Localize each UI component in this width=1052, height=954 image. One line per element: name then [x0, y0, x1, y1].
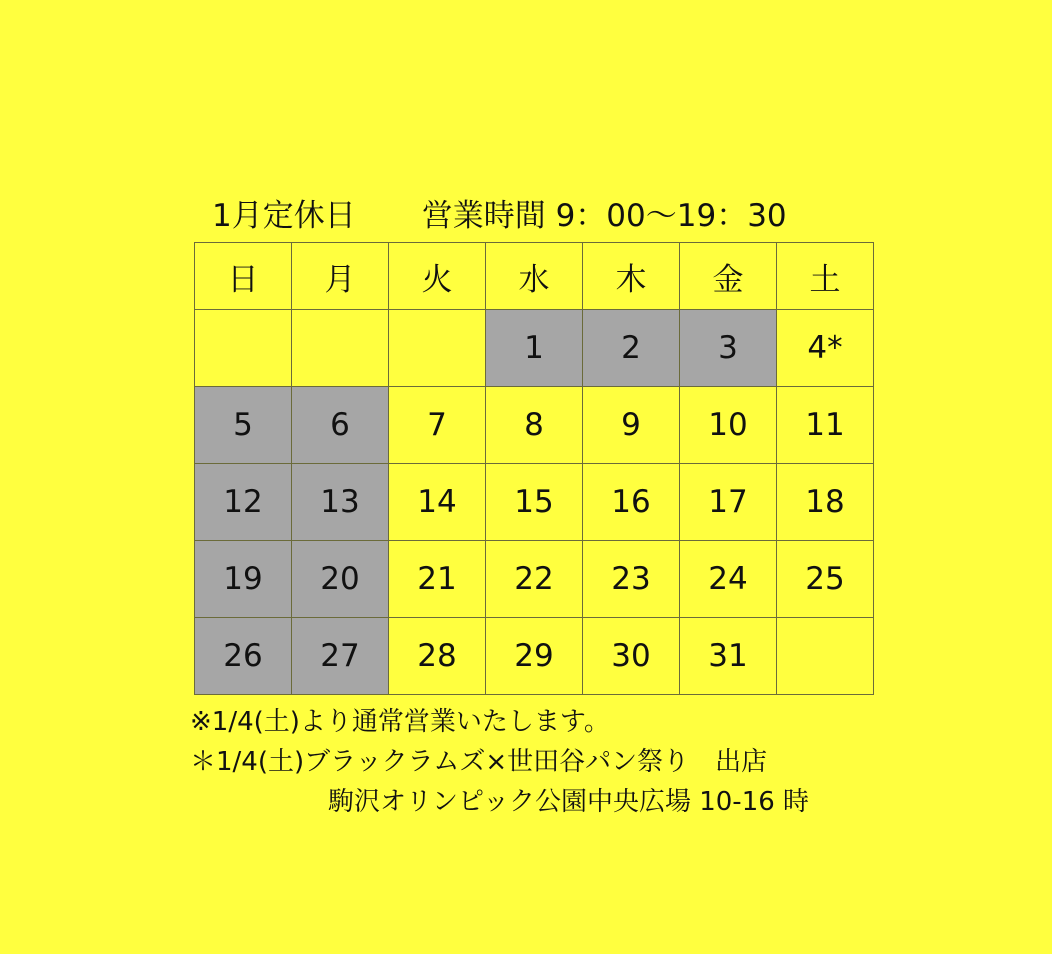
- day-cell: 28: [389, 618, 486, 695]
- weekday-header: 土: [777, 243, 874, 310]
- day-cell: 25: [777, 541, 874, 618]
- day-cell: [389, 310, 486, 387]
- calendar-week-row: [195, 387, 874, 464]
- calendar-week-row: [195, 464, 874, 541]
- weekday-header: 火: [389, 243, 486, 310]
- day-cell: 24: [680, 541, 777, 618]
- weekday-header: 木: [583, 243, 680, 310]
- closed-day-cell: 3: [680, 310, 777, 387]
- note-event: ＊1/4(土)ブラックラムズ×世田谷パン祭り 出店: [190, 747, 768, 777]
- closed-day-cell: 26: [195, 618, 292, 695]
- day-cell: [195, 310, 292, 387]
- day-cell: 21: [389, 541, 486, 618]
- month-holiday-title: 1月定休日: [212, 198, 356, 234]
- note-regular-hours: ※1/4(土)より通常営業いたします。: [190, 707, 610, 737]
- day-cell: [777, 618, 874, 695]
- closed-day-cell: 13: [292, 464, 389, 541]
- business-hours: 営業時間 9：00～19：30: [421, 198, 787, 234]
- calendar-week-row: [195, 541, 874, 618]
- closed-day-cell: 6: [292, 387, 389, 464]
- holiday-calendar: [194, 242, 874, 695]
- closed-day-cell: 1: [486, 310, 583, 387]
- closed-day-cell: 19: [195, 541, 292, 618]
- notes: [190, 702, 809, 822]
- note-event-location: 駒沢オリンピック公園中央広場 10-16 時: [328, 787, 810, 817]
- calendar-week-row: [195, 310, 874, 387]
- weekday-header: 月: [292, 243, 389, 310]
- day-cell: 15: [486, 464, 583, 541]
- day-cell: 31: [680, 618, 777, 695]
- day-cell: 16: [583, 464, 680, 541]
- closed-day-cell: 27: [292, 618, 389, 695]
- calendar-week-row: [195, 618, 874, 695]
- day-cell: 22: [486, 541, 583, 618]
- weekday-header: 金: [680, 243, 777, 310]
- day-cell: 11: [777, 387, 874, 464]
- day-cell: 7: [389, 387, 486, 464]
- day-cell: [292, 310, 389, 387]
- closed-day-cell: 5: [195, 387, 292, 464]
- calendar-heading: [212, 196, 787, 236]
- weekday-header: 日: [195, 243, 292, 310]
- day-cell: 23: [583, 541, 680, 618]
- day-cell: 9: [583, 387, 680, 464]
- day-cell: 17: [680, 464, 777, 541]
- day-cell: 18: [777, 464, 874, 541]
- day-cell: 30: [583, 618, 680, 695]
- closed-day-cell: 20: [292, 541, 389, 618]
- day-cell: 4*: [777, 310, 874, 387]
- weekday-header: 水: [486, 243, 583, 310]
- weekday-header-row: [195, 243, 874, 310]
- closed-day-cell: 12: [195, 464, 292, 541]
- day-cell: 10: [680, 387, 777, 464]
- closed-day-cell: 2: [583, 310, 680, 387]
- day-cell: 8: [486, 387, 583, 464]
- day-cell: 14: [389, 464, 486, 541]
- day-cell: 29: [486, 618, 583, 695]
